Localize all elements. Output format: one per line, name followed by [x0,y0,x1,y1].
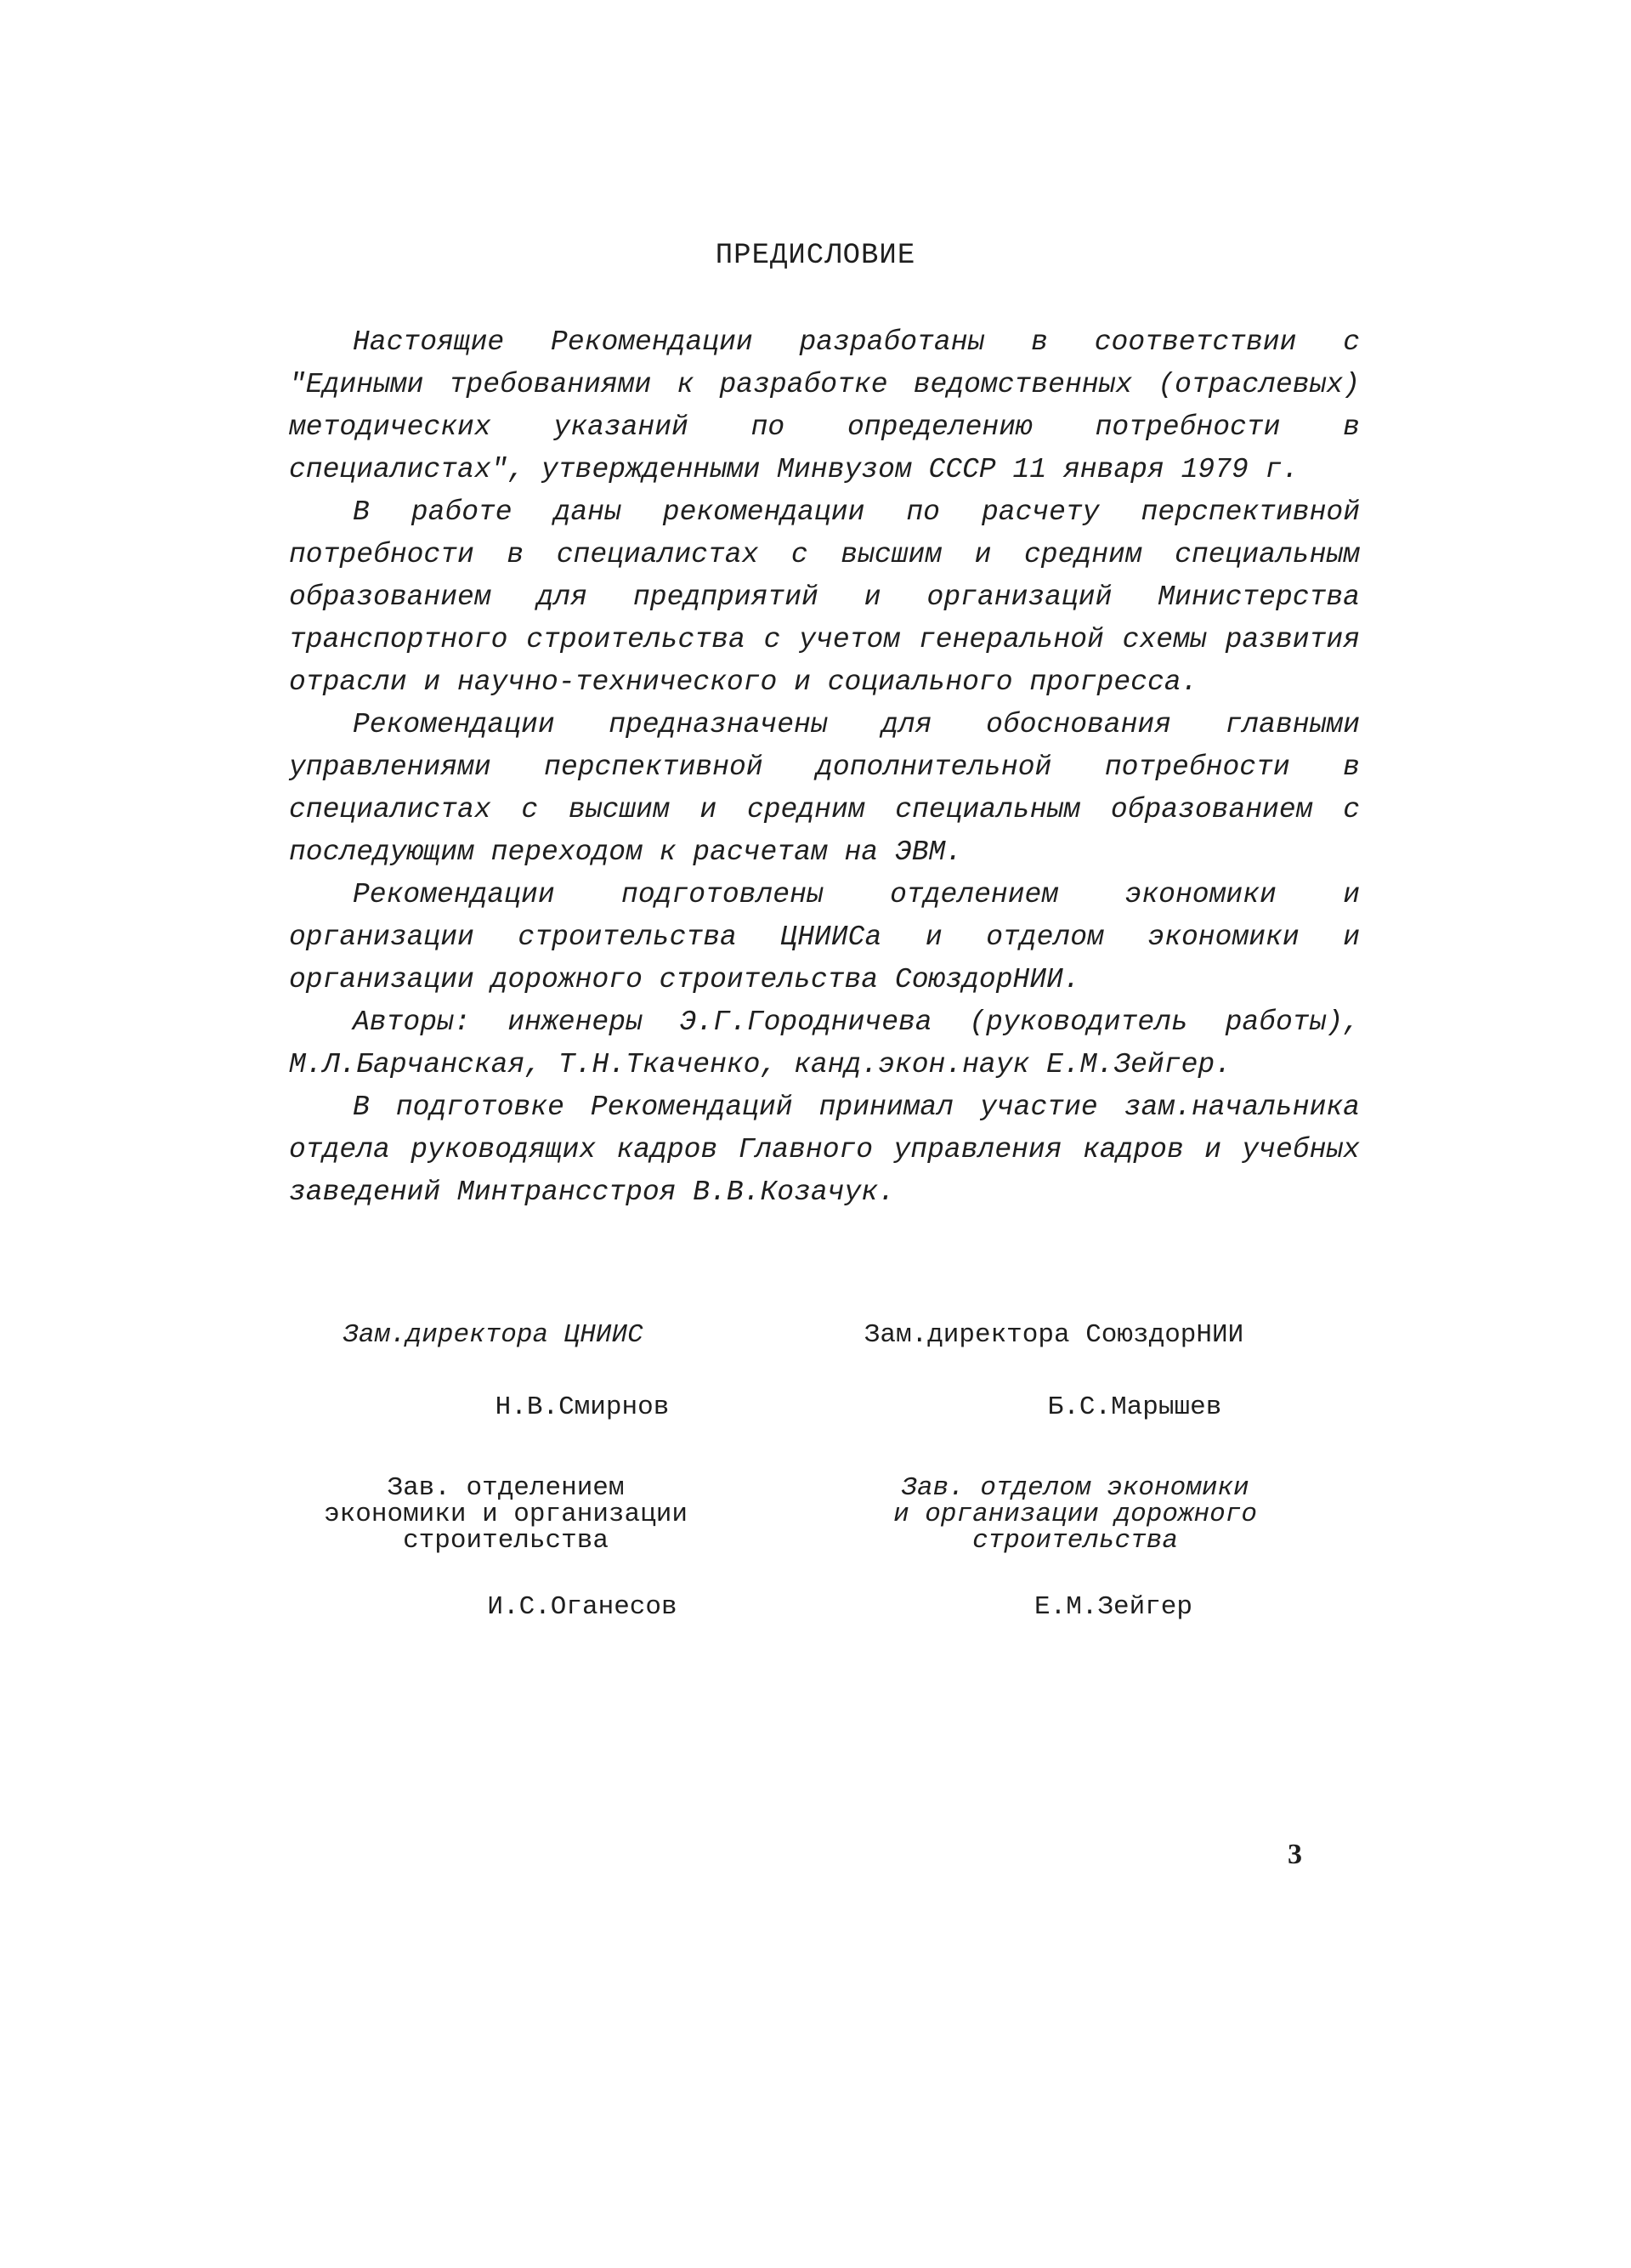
signature-soyuzdornii-deputy-name [1007,1394,1262,1420]
signature-department-head-left-name [455,1594,710,1620]
signature-soyuzdornii-deputy-title [841,1322,1266,1348]
signature-cniis-deputy-title [323,1322,663,1348]
paragraph-1: Настоящие Рекомендации разработаны в соответствии с "Едиными требованиями к разработке ведомственных (отраслевых) методических указаний по определению потребности в специалистах", утвержденными Минвузом СССР 11 января 1979 г. [289,326,1360,485]
signature-title: Зам.директора СоюздорНИИ [864,1320,1244,1350]
signature-title-line-3: строительства [972,1526,1178,1556]
signature-department-head-left-title [306,1475,705,1554]
paragraph-6: В подготовке Рекомендаций принимал участие зам.начальника отдела руководящих кадров Главного управления кадров и учебных заведений Минтрансстроя В.В.Козачук. [289,1091,1360,1208]
signature-title: Зам.директора ЦНИИС [343,1320,643,1350]
signature-title-line-1: Зав. отделом экономики [901,1473,1249,1503]
paragraph-2: В работе даны рекомендации по расчету перспективной потребности в специалистах с высшим и средним специальным образованием для предприятий и организаций Министерства транспортного строительства с учетом генеральной схемы развития отрасли и научно-технического и социального прогресса. [289,496,1360,698]
signature-department-head-right-name [1007,1594,1220,1620]
signature-title-line-1: Зав. отделением [387,1473,625,1503]
foreword-body [289,321,1360,1214]
page-title: ПРЕДИСЛОВИЕ [715,240,916,272]
paragraph-3: Рекомендации предназначены для обоснования главными управлениями перспективной дополнительной потребности в специалистах с высшим и средним специальным образованием с последующим переходом к расчетам на ЭВМ. [289,709,1360,868]
signature-title-line-2: экономики и организации [324,1500,688,1529]
signature-name: Б.С.Марышев [1047,1392,1222,1422]
paragraph-4: Рекомендации подготовлены отделением экономики и организации строительства ЦНИИСа и отделом экономики и организации дорожного строительства СоюздорНИИ. [289,879,1360,995]
signature-department-head-right-title [863,1475,1288,1554]
signature-name: Н.В.Смирнов [495,1392,670,1422]
signature-name: Е.М.Зейгер [1034,1592,1193,1622]
signature-title-line-2: и организации дорожного [893,1500,1257,1529]
signature-cniis-deputy-name [463,1394,701,1420]
paragraph-5: Авторы: инженеры Э.Г.Городничева (руководитель работы), М.Л.Барчанская, Т.Н.Ткаченко, канд.экон.наук Е.М.Зейгер. [289,1006,1360,1080]
signature-name: И.С.Оганесов [487,1592,677,1622]
signature-title-line-3: строительства [403,1526,609,1556]
page-number: 3 [1288,1839,1302,1870]
